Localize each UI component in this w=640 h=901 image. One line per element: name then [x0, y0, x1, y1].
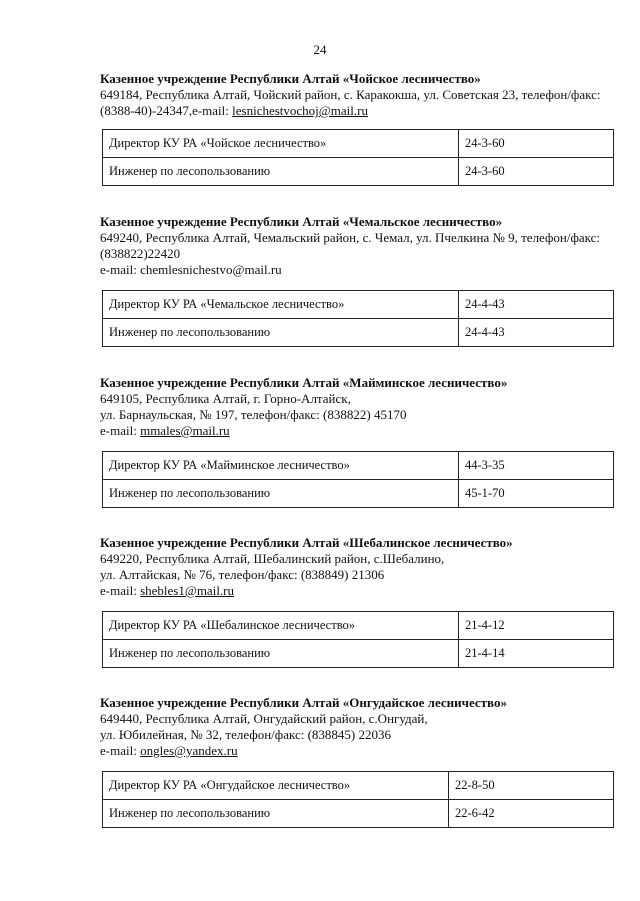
contact-line	[100, 583, 620, 599]
contact-prefix: e-mail:	[100, 583, 141, 598]
table-row	[103, 319, 614, 347]
org-title: Казенное учреждение Республики Алтай «Чойское лесничество»	[100, 71, 481, 86]
staff-table	[102, 451, 614, 508]
phone-cell: 24-4-43	[459, 291, 614, 319]
contact-prefix: (8388-40)-24347,e-mail:	[100, 103, 233, 118]
position-cell: Директор КУ РА «Чемальское лесничество»	[103, 291, 459, 319]
table-row	[103, 452, 614, 480]
org-section-choya	[100, 70, 620, 186]
position-cell: Директор КУ РА «Чойское лесничество»	[103, 130, 459, 158]
table-row	[103, 800, 614, 828]
table-row	[103, 612, 614, 640]
org-section-chemal	[100, 213, 620, 347]
address-line: ул. Алтайская, № 76, телефон/факс: (838849) 21306	[100, 567, 385, 582]
page-number: 24	[313, 42, 327, 57]
email-link[interactable]: lesnichestvochoj@mail.ru	[232, 103, 368, 118]
org-title: Казенное учреждение Республики Алтай «Шебалинское лесничество»	[100, 535, 513, 550]
phone-cell: 21-4-14	[459, 640, 614, 668]
address-line: 649105, Республика Алтай, г. Горно-Алтайск,	[100, 391, 351, 406]
staff-table	[102, 771, 614, 828]
staff-table	[102, 129, 614, 186]
contact-line	[100, 423, 620, 439]
table-row	[103, 158, 614, 186]
address-line: 649220, Республика Алтай, Шебалинский район, с.Шебалино,	[100, 551, 445, 566]
table-row	[103, 772, 614, 800]
address-line: 649440, Республика Алтай, Онгудайский район, с.Онгудай,	[100, 711, 428, 726]
table-row	[103, 480, 614, 508]
staff-table	[102, 290, 614, 347]
phone-cell: 24-3-60	[459, 158, 614, 186]
address-line: 649184, Республика Алтай, Чойский район, с. Каракокша, ул. Советская 23, телефон/факс:	[100, 87, 601, 102]
contact-line	[100, 262, 620, 278]
position-cell: Директор КУ РА «Майминское лесничество»	[103, 452, 459, 480]
phone-cell: 21-4-12	[459, 612, 614, 640]
phone-cell: 44-3-35	[459, 452, 614, 480]
table-row	[103, 291, 614, 319]
position-cell: Инженер по лесопользованию	[103, 800, 449, 828]
address-line: ул. Барнаульская, № 197, телефон/факс: (838822) 45170	[100, 407, 407, 422]
org-section-ongudai	[100, 694, 620, 828]
org-section-maima	[100, 374, 620, 508]
org-title: Казенное учреждение Республики Алтай «Майминское лесничество»	[100, 375, 508, 390]
address-line: 649240, Республика Алтай, Чемальский район, с. Чемал, ул. Пчелкина № 9, телефон/факс:	[100, 230, 601, 245]
phone-cell: 24-3-60	[459, 130, 614, 158]
position-cell: Инженер по лесопользованию	[103, 158, 459, 186]
contact-line	[100, 743, 620, 759]
org-section-shebalino	[100, 534, 620, 668]
contact-prefix: e-mail:	[100, 423, 141, 438]
email-link[interactable]: mmales@mail.ru	[140, 423, 230, 438]
phone-cell: 22-8-50	[449, 772, 614, 800]
email-link[interactable]: chemlesnichestvo@mail.ru	[140, 262, 282, 277]
contact-prefix: e-mail:	[100, 262, 141, 277]
address-line: ул. Юбилейная, № 32, телефон/факс: (838845) 22036	[100, 727, 392, 742]
org-title: Казенное учреждение Республики Алтай «Чемальское лесничество»	[100, 214, 503, 229]
position-cell: Инженер по лесопользованию	[103, 640, 459, 668]
table-row	[103, 640, 614, 668]
phone-cell: 45-1-70	[459, 480, 614, 508]
email-link[interactable]: shebles1@mail.ru	[140, 583, 235, 598]
table-row	[103, 130, 614, 158]
position-cell: Директор КУ РА «Шебалинское лесничество»	[103, 612, 459, 640]
contact-line	[100, 103, 620, 119]
phone-cell: 22-6-42	[449, 800, 614, 828]
position-cell: Инженер по лесопользованию	[103, 480, 459, 508]
phone-cell: 24-4-43	[459, 319, 614, 347]
email-link[interactable]: ongles@yandex.ru	[140, 743, 238, 758]
position-cell: Инженер по лесопользованию	[103, 319, 459, 347]
org-title: Казенное учреждение Республики Алтай «Онгудайское лесничество»	[100, 695, 507, 710]
contact-prefix: e-mail:	[100, 743, 141, 758]
staff-table	[102, 611, 614, 668]
position-cell: Директор КУ РА «Онгудайское лесничество»	[103, 772, 449, 800]
address-line: (838822)22420	[100, 246, 181, 261]
